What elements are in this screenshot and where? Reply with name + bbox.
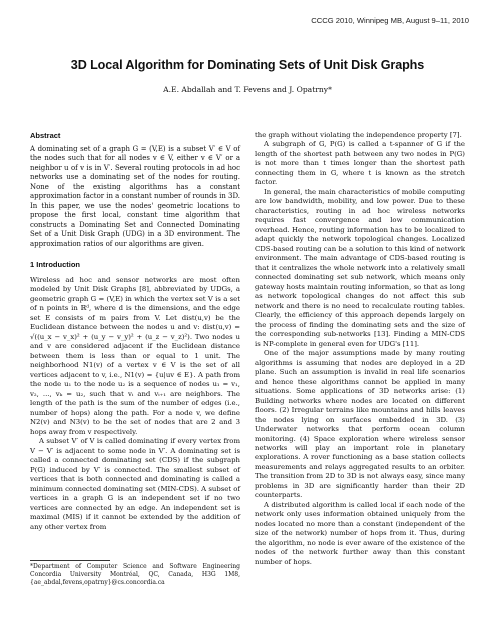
introduction-heading: 1 Introduction — [30, 260, 80, 269]
right-paragraph-4: A distributed algorithm is called local if each node of the network only uses information obtained uniquely from the nodes located no more than a constant (independent of the size of the network) number of hops from it. Thus, during the algorithm, no node is ever aware of the existence of the nodes of the network further away than this constant number of hops. — [255, 500, 465, 566]
right-paragraph-0: the graph without violating the independence property [7]. — [255, 131, 462, 139]
intro-paragraph-2: A subset V′ of V is called dominating if every vertex from V − V′ is adjacent to some node in V′. A dominating set is called a connected dominating set (CDS) if the subgraph P(G) induced by V′ is connected. The smallest subset of vertices that is both connected and dominating is called a minimum connected dominating set (MIN-CDS). A subset of vertices in a graph G is an independent set if no two vertices are connected by an edge. An independent set is maximal (MIS) if it cannot be extended by the addition of any other vertex from — [30, 437, 241, 531]
abstract-body — [30, 145, 240, 249]
footnote: *Department of Computer Science and Software Engineering Concordia University Montréal, QC, Canada, H3G 1M8,{ae_abdal,fevens,opatrny}@cs.concordia.ca — [30, 563, 240, 586]
abstract-text: A dominating set of a graph G = (V,E) is a subset V′ ∈ V of the nodes such that for all nodes v ∈ V, either v ∈ V′ or a neighbor u of v is in V′. Several routing protocols in ad hoc networks use a dominating set of the nodes for routing. None of the existing algorithms has a constant approximation factor in a constant number of rounds in 3D. In this paper, we use the nodes' geometric locations to propose the first local, constant time algorithm that constructs a Dominating Set and Connected Dominating Set of a Unit Disk Graph (UDG) in a 3D environment. The approximation ratios of our algorithms are given. — [30, 145, 240, 248]
conference-header: CCCG 2010, Winnipeg MB, August 9–11, 2010 — [311, 16, 469, 25]
right-paragraph-3: One of the major assumptions made by many routing algorithms is assuming that nodes are deployed in a 2D plane. Such an assumption is invalid in real life scenarios and hence these algorithms cannot be applied in many situations. Some applications of 3D networks arise: (1) Building networks where nodes are located on different floors. (2) Irregular terrains like mountains and hills leaves the nodes lying on surfaces embedded in 3D. (3) Underwater networks that perform ocean column monitoring. (4) Space exploration where wireless sensor networks will play an important role in planetary explorations. A rover functioning as a base station collects measurements and relays aggregated results to an orbiter. The transition from 2D to 3D is not always easy, since many problems in 3D are significantly harder than their 2D counterparts. — [255, 349, 465, 500]
right-paragraph-2: In general, the main characteristics of mobile computing are low bandwidth, mobility, and low power. Due to these characteristics, routing in ad hoc wireless networks requires fast convergence and low communication overhead. Hence, routing information has to be localized to adapt quickly the network topological changes. Localized CDS-based routing can be a solution to this kind of network environment. The main advantage of CDS-based routing is that it centralizes the whole network into a relatively small connected dominating set sub network, which means only gateway hosts maintain routing information, so that as long as network topological changes do not affect this sub network and there is no need to recalculate routing tables. Clearly, the efficiency of this approach depends largely on the process of finding the dominating sets and the size of the corresponding sub-networks [13]. Finding a MIN-CDS is NP-complete in general even for UDG's [11]. — [255, 187, 465, 348]
paper-authors: A.E. Abdallah and T. Fevens and J. Opatrny* — [163, 85, 332, 94]
footnote-rule — [30, 560, 110, 561]
right-paragraph-1: A subgraph of G, P(G) is called a t-spanner of G if the length of the shortest path between any two nodes in P(G) is not more than t times longer than the shortest path connecting them in G, where t is known as the stretch factor. — [255, 140, 465, 187]
paper-title: 3D Local Algorithm for Dominating Sets of Unit Disk Graphs — [70, 58, 425, 72]
right-column-body — [255, 131, 465, 567]
intro-paragraph-1: Wireless ad hoc and sensor networks are most often modeled by Unit Disk Graphs [8], abbreviated by UDGs, a geometric graph G = (V,E) in which the vertex set V is a set of n points in ℝᵈ, where d is the dimensions, and the edge set E consists of m pairs from V. Let dist(u,v) be the Euclidean distance between the nodes u and v: dist(u,v) = √((u_x − v_x)² + (u_y − v_y)² + (u_z − v_z)²). Two nodes u and v are considered adjacent if the Euclidean distance between them is less than or equal to 1 unit. The neighborhood N1(v) of a vertex v ∈ V is the set of all vertices adjacent to v, i.e., N1(v) = {u|uv ∈ E}. A path from the node u₁ to the node u₂ is a sequence of nodes u₁ = v₁, v₂, ..., vₖ = u₂, such that vᵢ and vᵢ₊₁ are neighbors. The length of the path is the sum of the number of edges (i.e., number of hops) along the path. For a node v, we define N2(v) and N3(v) to be the set of nodes that are 2 and 3 hops away from v respectively. — [30, 276, 240, 436]
abstract-heading: Abstract — [30, 131, 61, 140]
introduction-body — [30, 276, 240, 532]
